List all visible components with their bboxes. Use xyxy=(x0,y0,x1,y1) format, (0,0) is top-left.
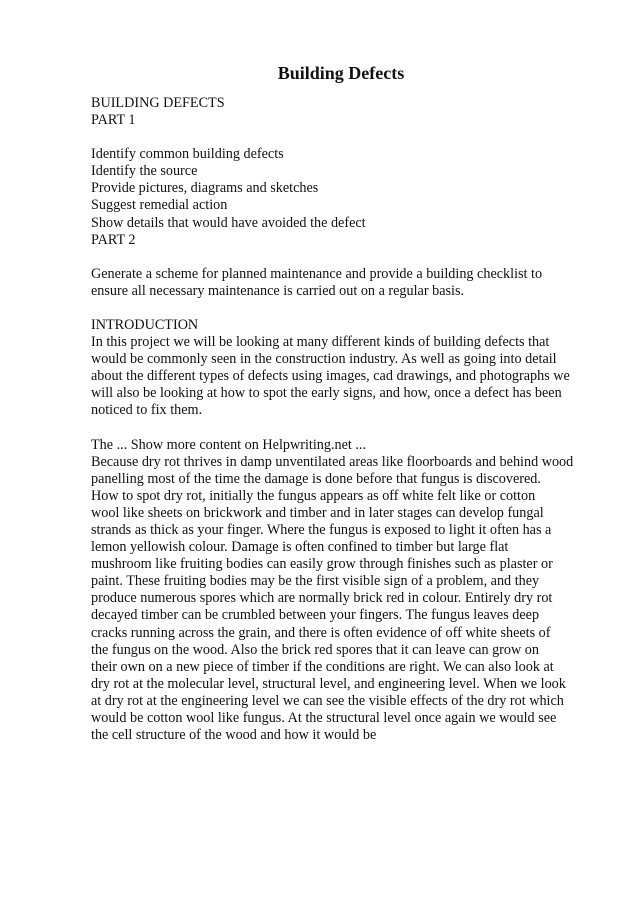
text-line: would be cotton wool like fungus. At the structural level once again we would see xyxy=(91,710,557,726)
text-line: their own on a new piece of timber if the conditions are right. We can also look at xyxy=(91,658,554,675)
text-line: Suggest remedial action xyxy=(91,197,228,214)
text-line: wool like sheets on brickwork and timber and in later stages can develop fungal xyxy=(91,504,544,521)
text-line: noticed to fix them. xyxy=(91,402,203,419)
text-line: the cell structure of the wood and how it would be xyxy=(91,727,377,744)
text-line: The ... Show more content on Helpwriting.net ... xyxy=(91,436,367,453)
text-line: How to spot dry rot, initially the fungus appears as off white felt like or cotton xyxy=(91,487,536,504)
text-line: would be commonly seen in the construction industry. As well as going into detail xyxy=(91,351,557,368)
text-line: at dry rot at the engineering level we can see the visible effects of the dry rot which xyxy=(91,692,564,709)
text-line: the fungus on the wood. Also the brick red spores that it can leave can grow on xyxy=(91,641,539,658)
text-line: ensure all necessary maintenance is carried out on a regular basis. xyxy=(91,282,465,299)
text-line: strands as thick as your finger. Where the fungus is exposed to light it often has a xyxy=(91,521,552,538)
text-line: about the different types of defects using images, cad drawings, and photographs we xyxy=(91,368,570,385)
text-line: panelling most of the time the damage is done before that fungus is discovered. xyxy=(91,470,541,487)
text-line: In this project we will be looking at many different kinds of building defects that xyxy=(91,334,550,351)
objectives-list xyxy=(91,146,591,249)
text-line: paint. These fruiting bodies may be the first visible sign of a problem, and they xyxy=(91,573,540,590)
part2-paragraph xyxy=(91,266,591,300)
text-line: lemon yellowish colour. Damage is often confined to timber but large flat xyxy=(91,539,509,556)
text-line: Generate a scheme for planned maintenance and provide a building checklist to xyxy=(91,265,543,282)
document-page xyxy=(91,62,591,761)
document-title: Building Defects xyxy=(277,63,405,83)
text-line: BUILDING DEFECTS xyxy=(91,95,225,111)
text-line: decayed timber can be crumbled between your fingers. The fungus leaves deep xyxy=(91,607,540,624)
text-line: cracks running across the grain, and there is often evidence of off white sheets of xyxy=(91,624,551,641)
text-line: Identify the source xyxy=(91,163,198,180)
text-line: Because dry rot thrives in damp unventilated areas like floorboards and behind wood xyxy=(91,453,574,470)
section-heading: INTRODUCTION xyxy=(91,316,199,333)
text-line: Show details that would have avoided the defect xyxy=(91,214,366,231)
text-line: PART 2 xyxy=(91,231,136,248)
text-line: Provide pictures, diagrams and sketches xyxy=(91,180,319,197)
text-line: PART 1 xyxy=(91,112,136,129)
part1-heading-block xyxy=(91,95,591,129)
text-line: will also be looking at how to spot the early signs, and how, once a defect has been xyxy=(91,385,562,402)
text-line: Identify common building defects xyxy=(91,146,284,163)
text-line: produce numerous spores which are normally brick red in colour. Entirely dry rot xyxy=(91,590,553,607)
text-line: dry rot at the molecular level, structural level, and engineering level. When we look xyxy=(91,675,566,692)
body-paragraph xyxy=(91,437,591,745)
text-line: mushroom like fruiting bodies can easily grow through finishes such as plaster or xyxy=(91,556,553,573)
introduction-section xyxy=(91,317,591,420)
